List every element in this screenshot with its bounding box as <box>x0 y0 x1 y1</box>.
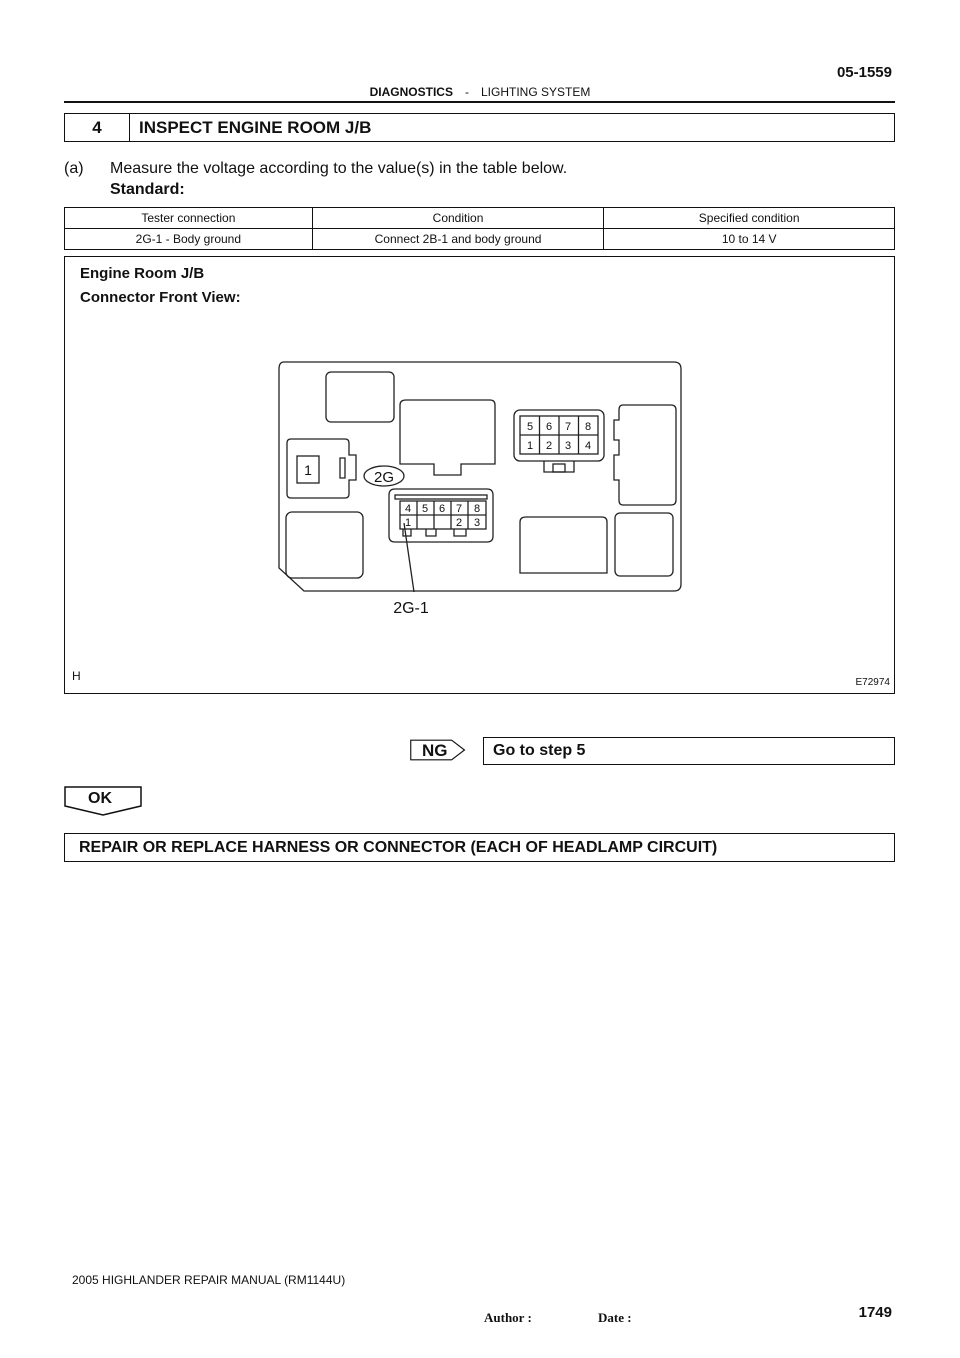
standard-label: Standard: <box>110 181 185 198</box>
section-header <box>300 85 660 99</box>
jb-block <box>520 517 607 573</box>
footer-page-number: 1749 <box>858 1304 892 1321</box>
connector-name: 2G <box>373 469 395 486</box>
table-row <box>65 229 895 250</box>
step-title: INSPECT ENGINE ROOM J/B <box>139 118 372 137</box>
instruction <box>64 160 567 178</box>
ng-action: Go to step 5 <box>493 742 586 759</box>
upper-pin: 8 <box>584 421 592 433</box>
upper-pin: 3 <box>564 440 572 452</box>
jb-block <box>614 405 676 505</box>
step-heading <box>64 113 895 142</box>
junction-block-diagram <box>276 360 686 620</box>
upper-connector <box>514 410 604 472</box>
lower-pin: 4 <box>404 503 412 515</box>
figure-subtitle: Connector Front View: <box>80 289 241 306</box>
figure-title: Engine Room J/B <box>80 265 205 282</box>
table-header: Tester connection <box>65 208 313 229</box>
instruction-label: (a) <box>64 160 84 177</box>
table-header-row <box>65 208 895 229</box>
upper-pin: 2 <box>545 440 553 452</box>
jb-block <box>326 372 394 422</box>
jb-block <box>286 512 363 578</box>
footer-date-label: Date : <box>598 1310 632 1325</box>
ok-action: REPAIR OR REPLACE HARNESS OR CONNECTOR (EACH OF HEADLAMP CIRCUIT) <box>79 839 718 856</box>
subsection-name: LIGHTING SYSTEM <box>480 85 591 99</box>
lower-pin: 7 <box>455 503 463 515</box>
upper-pin: 4 <box>584 440 592 452</box>
table-header: Specified condition <box>604 208 895 229</box>
figure-code: E72974 <box>855 677 890 688</box>
section-separator: - <box>464 85 469 99</box>
ok-action-box <box>64 833 895 862</box>
jb-block <box>615 513 673 576</box>
header-rule <box>64 101 895 103</box>
footer-manual: 2005 HIGHLANDER REPAIR MANUAL (RM1144U) <box>72 1273 346 1287</box>
upper-pin: 7 <box>564 421 572 433</box>
ng-action-box <box>483 737 895 765</box>
callout-leader-line <box>404 523 414 592</box>
table-header: Condition <box>312 208 604 229</box>
lower-pin: 1 <box>404 517 412 529</box>
jb-block <box>400 400 495 475</box>
section-name: DIAGNOSTICS <box>369 85 453 99</box>
jb-outline <box>279 362 681 591</box>
lower-pin: 5 <box>421 503 429 515</box>
table-cell: 2G-1 - Body ground <box>65 229 313 250</box>
table-cell: 10 to 14 V <box>604 229 895 250</box>
lower-pin: 3 <box>473 517 481 529</box>
page-number: 05-1559 <box>836 64 892 81</box>
table-cell: Connect 2B-1 and body ground <box>312 229 604 250</box>
spec-table <box>64 207 895 250</box>
upper-pin: 5 <box>526 421 534 433</box>
step-number: 4 <box>65 114 130 141</box>
single-pin-number: 1 <box>304 462 312 478</box>
figure-corner-letter: H <box>72 669 81 683</box>
upper-pin: 6 <box>545 421 553 433</box>
single-pin-connector <box>287 439 356 498</box>
lower-pin: 6 <box>438 503 446 515</box>
instruction-text: Measure the voltage according to the value(s) in the table below. <box>110 160 568 177</box>
footer-author-label: Author : <box>484 1310 532 1325</box>
upper-pin: 1 <box>526 440 534 452</box>
lower-pin: 2 <box>455 517 463 529</box>
lower-pin: 8 <box>473 503 481 515</box>
ng-label: NG <box>422 741 448 760</box>
lower-connector-2g <box>389 489 493 542</box>
pin-callout-label: 2G-1 <box>393 600 429 617</box>
ok-label: OK <box>88 790 112 807</box>
